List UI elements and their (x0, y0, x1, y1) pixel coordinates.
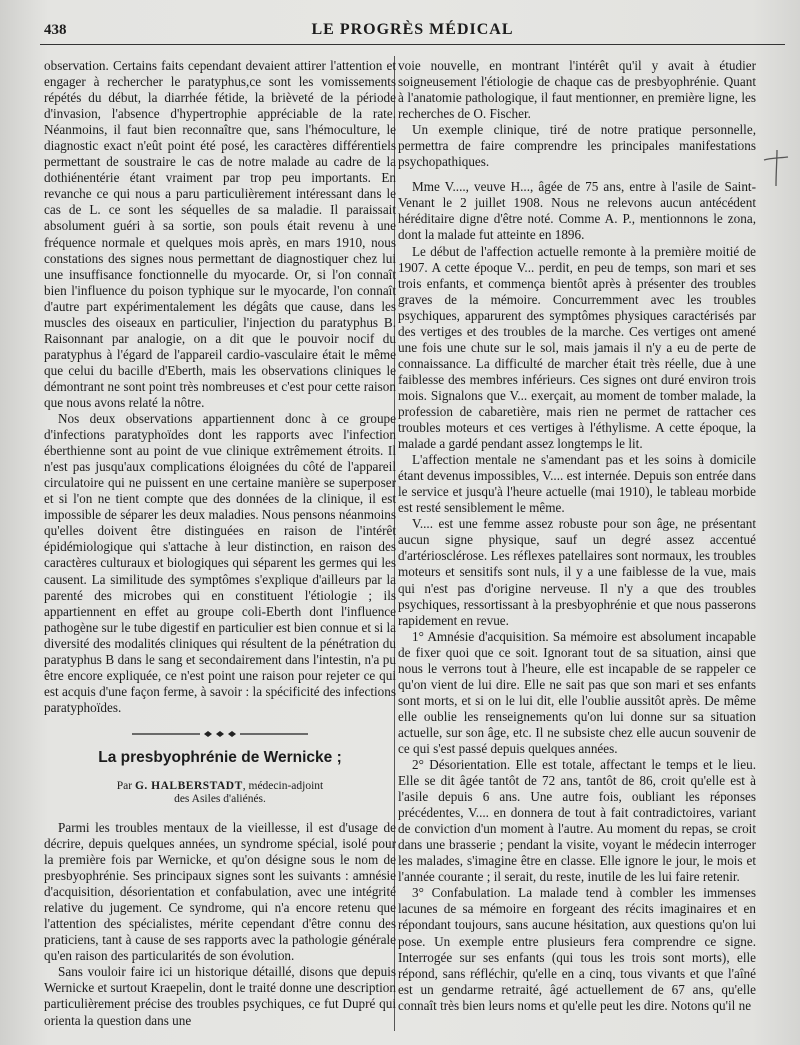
byline-prefix: Par (116, 779, 133, 792)
paragraph: observation. Certains faits cependant devaient attirer l'attention et engager à rechercher le paratyphus,ce sont les vomissements répétés du début, la diarrhée fétide, la brièveté de la période d'invasion, l'absence d'hypertrophie appréciable de la rate. Néanmoins, il faut bien reconnaître que, sans l'hémoculture, le diagnostic exact n'eût point été posé, les caractères différentiels permettant de soustraire le cas de notre malade au cadre de la dothiénentérie étant vraiment par trop peu importants. En revanche ce qui nous a paru particulièrement intéressant dans le cas de L. ce sont les séquelles de sa maladie. Il paraissait absolument guéri à sa sortie, son pouls était revenu à une fréquence normale et quelques mois après, en mars 1910, nous constations des signes nous permettant de diagnostiquer chez lui une insuffisance fonctionnelle du myocarde. Or, si l'on connaît bien l'influence du poison typhique sur le myocarde, l'on connaît d'autre part expérimentalement les dégâts que cause, dans les muscles des oiseaux en particulier, l'injection du paratyphus B. Raisonnant par analogie, on a dit que le pouvoir nocif du paratyphus à l'égard de l'appareil cardio-vasculaire était le même que celui du bacille d'Eberth, mais les observations cliniques le démontrant ne sont point très nombreuses et c'est pour cette raison que nous avons relaté la nôtre. (44, 58, 396, 410)
paragraph: Mme V...., veuve H..., âgée de 75 ans, entre à l'asile de Saint-Venant le 2 juillet 1908. Nous ne relevons aucun antécédent héréditaire digne d'être noté. Comme A. P., mentionnons le zona, dont la malade fut atteinte en 1896. (398, 179, 756, 243)
byline-rest: , médecin-adjoint (242, 779, 324, 792)
paragraph: V.... est une femme assez robuste pour son âge, ne présentant aucun signe physique, sauf un degré assez accentué d'artériosclérose. Les réflexes patellaires sont normaux, les troubles moteurs et sensitifs sont nuls, il y a une faiblesse de la vue, mais qui n'est pas d'origine nerveuse. Il n'y a que des troubles psychiques, ressortissant à la presbyophrénie et que nous passerons rapidement en revue. (398, 516, 756, 628)
paragraph: Un exemple clinique, tiré de notre pratique personnelle, permettra de faire comprendre les principales manifestations psychopathiques. (398, 122, 756, 170)
page-header (40, 18, 785, 45)
paragraph: voie nouvelle, en montrant l'intérêt qu'il y avait à étudier soigneusement l'étiologie de chaque cas de presbyophrénie. Quant à l'anatomie pathologique, il faut mentionner, en première ligne, les recherches de O. Fischer. (398, 58, 756, 122)
byline-author: G. HALBERSTADT (134, 779, 243, 792)
article-title: La presbyophrénie de Wernicke ; (98, 748, 342, 766)
paragraph: Nos deux observations appartiennent donc à ce groupe d'infections paratyphoïdes dont les rapports avec l'infection éberthienne sont au point de vue clinique extrêmement étroits. Il n'est pas jusqu'aux complications éloignées du côté de l'appareil circulatoire qui ne puissent en une certaine manière se superposer et si l'on ne tient compte que des données de la clinique, il est impossible de séparer les deux maladies. Nous pensons néanmoins qu'elles doivent être distinguées en raison de l'intérêt épidémiologique qui s'attache à leur distinction, en raison des caractères culturaux et biologiques qui séparent les germes qui les causent. La similitude des symptômes s'explique d'ailleurs par la parenté des microbes qui en constituent l'étiologie ; ils appartiennent en effet au groupe coli-Eberth dont l'influence pathogène sur le tube digestif en particulier est bien connue et si la diversité des modalités cliniques qui résultent de la pénétration du paratyphus B dans le sang et secondairement dans l'intestin, n'a pu être encore expliquée, ce n'est point une raison pour rejeter ce qui est acquis d'une façon ferme, à savoir : la spécificité des infections paratyphoïdes. (44, 411, 396, 715)
paragraph: L'affection mentale ne s'amendant pas et les soins à domicile étant devenus impossibles, V.... est internée. Depuis son entrée dans le service et jusqu'à l'heure actuelle (mai 1910), le tableau morbide est resté sensiblement le même. (398, 452, 756, 516)
page-number: 438 (44, 22, 67, 38)
byline-line2: des Asiles d'aliénés. (174, 792, 266, 805)
article-byline (44, 780, 396, 806)
paragraph: Parmi les troubles mentaux de la vieillesse, il est d'usage de décrire, depuis quelques années, un syndrome spécial, isolé pour la première fois par Wernicke, et qu'on désigne sous le nom de presbyophrénie. Ses principaux signes sont les suivants : amnésie d'acquisition, désorientation et confabulation, avec une intégrité relative du jugement. Ce syndrome, qui n'a encore retenu que l'attention des spécialistes, mérite cependant d'être connu des praticiens, tant à cause de ses rapports avec la pathologie générale qu'en raison des particularités de son évolution. (44, 819, 396, 964)
paragraph: 2° Désorientation. Elle est totale, affectant le temps et le lieu. Elle se dit âgée tantôt de 72 ans, tantôt de 86, croit qu'elle est à l'asile depuis 6 ans. Une autre fois, oubliant les réponses précédentes, V.... en donnera de tout à fait contradictoires, variant de conviction d'un moment à l'autre. Au moment du repas, se croit dans une brasserie ; pendant la visite, voyant le médecin interroger les malades, s'imagine être en classe. Elle ignore le jour, le mois et l'année courante ; il serait, du reste, inutile de les lui faire retenir. (398, 757, 756, 885)
left-column (44, 58, 396, 1029)
journal-title: LE PROGRÈS MÉDICAL (311, 21, 514, 38)
section-separator (44, 730, 396, 738)
right-column (398, 58, 756, 1014)
paragraph: 1° Amnésie d'acquisition. Sa mémoire est absolument incapable de fixer quoi que ce soit. Ignorant tout de sa situation, ainsi que nous le verrons tout à l'heure, elle est incapable de se rappeler ce qu'on vient de lui dire. Elle ne sait pas que son mari et ses enfants sont morts, et si on le lui dit, elle l'oublie aussitôt après. De même elle oublie les renseignements qu'on lui donne sur sa situation actuelle, sur son âge, etc. Il ne subsiste chez elle aucun souvenir de ce qui s'est passé depuis quelques années. (398, 628, 756, 756)
handwritten-margin-mark (760, 148, 790, 188)
paragraph: Le début de l'affection actuelle remonte à la première moitié de 1907. A cette époque V... perdit, en peu de temps, son mari et ses trois enfants, et commença bientôt après à présenter des troubles graves de la mémoire. Concurremment avec les troubles psychiques, apparurent des symptômes physiques caractérisés par des vertiges et des troubles de la marche. Ces vertiges ont amené une fois une chute sur le sol, mais jamais il n'y a eu de perte de connaissance. La difficulté de marcher était très réelle, due à une faiblesse des membres inférieurs. Ces signes ont duré environ trois mois. Signalons que V... exerçait, au moment de tomber malade, la profession de cabaretière, mais rien ne permet de rattacher ces troubles moteurs et ces vertiges à l'éthylisme. A cette époque, la malade a gardé pendant assez longtemps le lit. (398, 243, 756, 452)
paragraph: Sans vouloir faire ici un historique détaillé, disons que depuis Wernicke et surtout Kraepelin, dont le traité donne une description particulièrement précise des troubles psychiques, ce fut Dupré qui orienta la question dans une (44, 964, 396, 1028)
paragraph: 3° Confabulation. La malade tend à combler les immenses lacunes de sa mémoire en forgeant des récits imaginaires et en répondant toujours, sans aucune hésitation, aux questions qu'on lui pose. Un exemple entre plusieurs fera comprendre ce signe. Interrogée sur ses enfants (qui tous les trois sont morts), elle répond, sans réfléchir, qu'elle en a cinq, tous vivants et que l'aîné est un gendarme retraité, âgé actuellement de 67 ans, qu'elle connaît très bien leurs noms et qu'elle peut les dire. Notons qu'il ne (398, 885, 756, 1013)
